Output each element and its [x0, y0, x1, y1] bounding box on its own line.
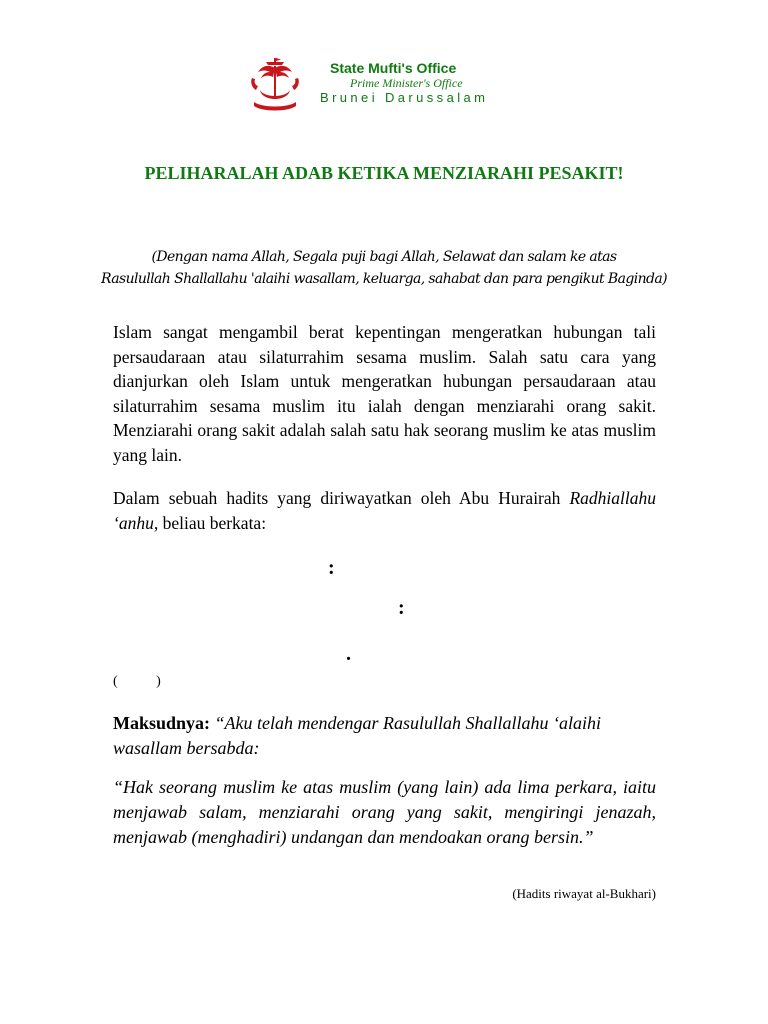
meaning-paragraph [113, 711, 656, 761]
hadith-source: (Hadits riwayat al-Bukhari) [512, 886, 656, 901]
office-subtitle: Prime Minister's Office [350, 76, 463, 90]
narrator-honorific: Radhiallahu ‘anhu, [113, 488, 656, 533]
opening-invocation [100, 246, 668, 290]
brunei-crest-icon [246, 56, 304, 114]
arabic-text-mark: : [328, 557, 335, 579]
hadith-intro-text: Dalam sebuah hadits yang diriwayatkan oleh Abu Hurairah [113, 488, 570, 508]
arabic-source-parentheses: ( ) [113, 674, 161, 689]
paragraph-hadith-intro [113, 486, 656, 535]
office-title: State Mufti's Office [330, 60, 457, 76]
opening-line-2: Rasulullah Shallallahu 'alaihi wasallam, keluarga, sahabat dan para pengikut Baginda) [101, 271, 667, 287]
paragraph-introduction: Islam sangat mengambil berat kepentingan mengeratkan hubungan tali persaudaraan atau silaturrahim sesama muslim. Salah satu cara yang dianjurkan oleh Islam untuk mengeratkan hubungan persaudaraan atau silaturrahim sesama muslim itu ialah dengan menziarahi orang sakit. Menziarahi orang sakit adalah salah satu hak seorang muslim ke atas muslim yang lain. [113, 322, 656, 465]
office-country: Brunei Darussalam [320, 90, 489, 105]
meaning-label: Maksudnya: [113, 713, 211, 733]
document-title: PELIHARALAH ADAB KETIKA MENZIARAHI PESAKIT! [144, 163, 624, 183]
arabic-text-mark: : [398, 597, 405, 619]
hadith-translation: “Hak seorang muslim ke atas muslim (yang lain) ada lima perkara, iaitu menjawab salam, menziarahi orang yang sakit, mengiringi jenazah, menjawab (menghadiri) undangan dan mendoakan orang bersin.” [113, 777, 656, 847]
meaning-text: “Aku telah mendengar Rasulullah Shallallahu ‘alaihi wasallam bersabda: [113, 713, 602, 758]
office-name-block [320, 60, 530, 106]
hadith-intro-end: beliau berkata: [158, 512, 267, 533]
opening-line-1: (Dengan nama Allah, Segala puji bagi Allah, Selawat dan salam ke atas [151, 249, 617, 265]
office-header [246, 56, 526, 118]
arabic-text-mark: . [346, 643, 351, 665]
